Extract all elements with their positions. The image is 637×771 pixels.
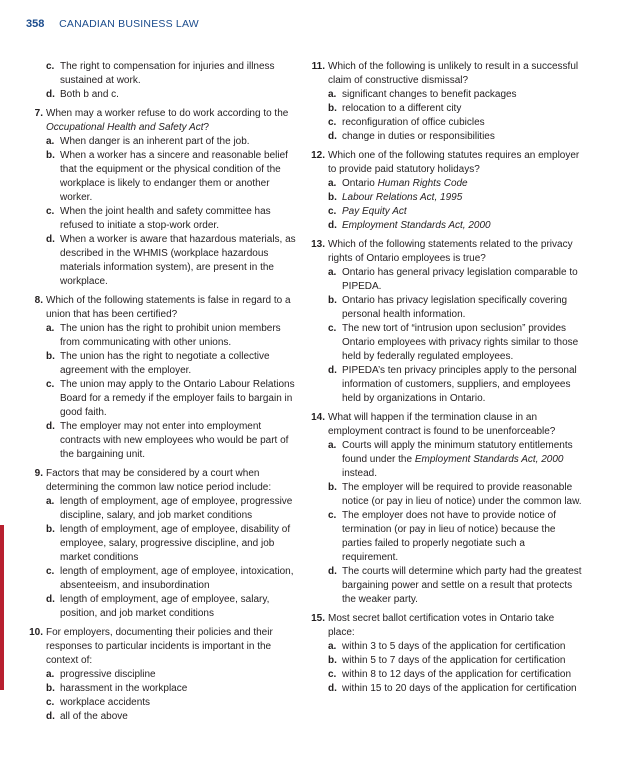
question-number: 12. (311, 150, 325, 161)
question-stem: Which of the following is unlikely to result in a successful claim of constructive dismissal? (328, 61, 579, 86)
question-stem: Factors that may be considered by a court when determining the common law notice period include: (46, 468, 272, 493)
option-text: reconfiguration of office cubicles (342, 117, 485, 128)
option-text: change in duties or responsibilities (342, 131, 495, 142)
question-item (26, 60, 296, 102)
answer-option (46, 593, 296, 621)
answer-option (46, 350, 296, 378)
option-text: workplace accidents (60, 697, 151, 708)
answer-option (46, 682, 296, 696)
option-letter: b. (328, 295, 337, 306)
option-text: Ontario Human Rights Code (342, 178, 468, 189)
option-text: When danger is an inherent part of the job. (60, 136, 250, 147)
option-text: The employer will be required to provide reasonable notice (or pay in lieu of notice) under the common law. (342, 482, 582, 507)
option-letter: b. (328, 103, 337, 114)
option-text: harassment in the workplace (60, 683, 188, 694)
answer-option (328, 509, 582, 565)
option-letter: a. (328, 267, 337, 278)
question-item (26, 294, 296, 462)
option-letter: d. (328, 365, 337, 376)
answer-option (328, 682, 582, 696)
answer-option (46, 495, 296, 523)
option-letter: d. (46, 234, 55, 245)
option-letter: c. (328, 669, 337, 680)
option-letter: c. (328, 206, 337, 217)
option-letter: d. (46, 89, 55, 100)
option-text: within 5 to 7 days of the application for certification (342, 655, 566, 666)
answer-option (46, 523, 296, 565)
option-letter: c. (46, 566, 55, 577)
answer-option (328, 654, 582, 668)
answer-option (46, 205, 296, 233)
option-letter: b. (46, 683, 55, 694)
answer-option (328, 640, 582, 654)
option-letter: d. (328, 131, 337, 142)
question-number: 10. (29, 627, 43, 638)
answer-option (328, 130, 582, 144)
option-text: The new tort of “intrusion upon seclusion” provides Ontario employees with privacy rights similar to those held by federally regulated employees. (342, 323, 579, 362)
answer-option (328, 322, 582, 364)
question-stem: Which one of the following statutes requires an employer to provide paid statutory holidays? (328, 150, 580, 175)
question-number: 11. (311, 61, 325, 72)
left-column (26, 60, 296, 724)
option-letter: c. (328, 510, 337, 521)
running-title: CANADIAN BUSINESS LAW (59, 18, 199, 30)
option-letter: c. (46, 379, 55, 390)
question-stem: What will happen if the termination clause in an employment contract is found to be unenforceable? (328, 412, 556, 437)
option-letter: d. (328, 683, 337, 694)
page-number: 358 (26, 18, 45, 30)
option-text: length of employment, age of employee, progressive discipline, salary, and job market conditions (60, 496, 293, 521)
option-text: The union has the right to negotiate a collective agreement with the employer. (60, 351, 270, 376)
question-item (26, 107, 296, 289)
question-number: 13. (311, 239, 325, 250)
option-text: Both b and c. (60, 89, 119, 100)
option-letter: c. (328, 323, 337, 334)
option-text: When a worker has a sincere and reasonable belief that the equipment or the physical condition of the workplace is likely to endanger them or another worker. (60, 150, 288, 203)
question-stem: When may a worker refuse to do work according to the Occupational Health and Safety Act? (46, 108, 289, 133)
answer-option (328, 191, 582, 205)
option-text: The union may apply to the Ontario Labour Relations Board for a remedy if the employer fails to bargain in good faith. (60, 379, 295, 418)
answer-option (328, 481, 582, 509)
answer-option (46, 668, 296, 682)
answer-option (46, 233, 296, 289)
answer-option (46, 378, 296, 420)
option-text: When the joint health and safety committee has refused to initiate a stop-work order. (60, 206, 271, 231)
option-text: significant changes to benefit packages (342, 89, 517, 100)
answer-option (328, 439, 582, 481)
question-item (308, 60, 582, 144)
option-text: Ontario has general privacy legislation comparable to PIPEDA. (342, 267, 578, 292)
answer-option (328, 116, 582, 130)
question-stem: Most secret ballot certification votes in Ontario take place: (328, 613, 555, 638)
answer-option (328, 565, 582, 607)
option-text: The employer does not have to provide notice of termination (or pay in lieu of notice) because the parties failed to properly negotiate such a requirement. (342, 510, 557, 563)
question-item (26, 626, 296, 724)
option-letter: c. (46, 697, 55, 708)
option-letter: a. (46, 136, 55, 147)
option-text: within 3 to 5 days of the application for certification (342, 641, 566, 652)
option-letter: c. (46, 61, 55, 72)
question-number: 15. (311, 613, 325, 624)
question-item (26, 467, 296, 621)
option-letter: d. (46, 421, 55, 432)
question-number: 7. (34, 108, 43, 119)
margin-color-bar (0, 525, 4, 690)
option-text: within 8 to 12 days of the application for certification (342, 669, 572, 680)
answer-option (46, 696, 296, 710)
question-number: 9. (34, 468, 43, 479)
option-text: Labour Relations Act, 1995 (342, 192, 463, 203)
question-item (308, 238, 582, 406)
answer-option (328, 364, 582, 406)
option-text: Employment Standards Act, 2000 (342, 220, 491, 231)
option-letter: a. (328, 89, 337, 100)
option-text: Courts will apply the minimum statutory entitlements found under the Employment Standards Act, 2000 instead. (342, 440, 573, 479)
option-letter: d. (328, 220, 337, 231)
option-text: length of employment, age of employee, salary, position, and job market conditions (60, 594, 270, 619)
option-letter: a. (328, 641, 337, 652)
answer-option (46, 565, 296, 593)
question-number: 8. (34, 295, 43, 306)
running-header (26, 17, 199, 33)
option-letter: d. (328, 566, 337, 577)
option-text: The union has the right to prohibit union members from communicating with other unions. (60, 323, 281, 348)
answer-option (46, 710, 296, 724)
answer-option (46, 60, 296, 88)
option-text: progressive discipline (60, 669, 156, 680)
option-text: PIPEDA’s ten privacy principles apply to the personal information of customers, suppliers, and employees held by organizations in Ontario. (342, 365, 577, 404)
option-text: Pay Equity Act (342, 206, 407, 217)
option-text: The right to compensation for injuries and illness sustained at work. (60, 61, 275, 86)
question-stem: Which of the following statements is false in regard to a union that has been certified? (46, 295, 291, 320)
answer-option (328, 205, 582, 219)
question-number: 14. (311, 412, 325, 423)
option-text: The employer may not enter into employment contracts with new employees who would be part of the bargaining unit. (60, 421, 289, 460)
answer-option (328, 266, 582, 294)
option-letter: c. (46, 206, 55, 217)
option-text: length of employment, age of employee, intoxication, absenteeism, and insubordination (60, 566, 294, 591)
option-letter: a. (328, 440, 337, 451)
answer-option (328, 88, 582, 102)
question-item (308, 149, 582, 233)
answer-option (328, 177, 582, 191)
option-text: When a worker is aware that hazardous materials, as described in the WHMIS (workplace hazardous materials information system), are present in the workplace. (60, 234, 296, 287)
option-letter: b. (46, 524, 55, 535)
option-text: length of employment, age of employee, disability of employee, salary, progressive discipline, and job market conditions (60, 524, 291, 563)
question-item (308, 612, 582, 696)
answer-option (328, 294, 582, 322)
question-stem: Which of the following statements related to the privacy rights of Ontario employees is true? (328, 239, 573, 264)
answer-option (46, 322, 296, 350)
right-column (308, 60, 582, 696)
question-stem: For employers, documenting their policies and their responses to particular incidents is important in the context of: (46, 627, 273, 666)
option-text: all of the above (60, 711, 128, 722)
answer-option (328, 219, 582, 233)
option-letter: d. (46, 594, 55, 605)
answer-option (328, 102, 582, 116)
answer-option (46, 420, 296, 462)
option-letter: a. (46, 669, 55, 680)
answer-option (46, 135, 296, 149)
option-letter: b. (328, 482, 337, 493)
option-letter: b. (328, 655, 337, 666)
option-text: Ontario has privacy legislation specifically covering personal health information. (342, 295, 568, 320)
option-letter: b. (46, 351, 55, 362)
option-letter: d. (46, 711, 55, 722)
option-letter: b. (46, 150, 55, 161)
option-text: The courts will determine which party had the greatest bargaining power and settle on a result that protects the weaker party. (342, 566, 582, 605)
question-item (308, 411, 582, 607)
option-letter: c. (328, 117, 337, 128)
answer-option (46, 149, 296, 205)
option-letter: a. (328, 178, 337, 189)
answer-option (328, 668, 582, 682)
option-letter: a. (46, 496, 55, 507)
option-text: relocation to a different city (342, 103, 462, 114)
option-letter: a. (46, 323, 55, 334)
option-letter: b. (328, 192, 337, 203)
answer-option (46, 88, 296, 102)
option-text: within 15 to 20 days of the application for certification (342, 683, 577, 694)
